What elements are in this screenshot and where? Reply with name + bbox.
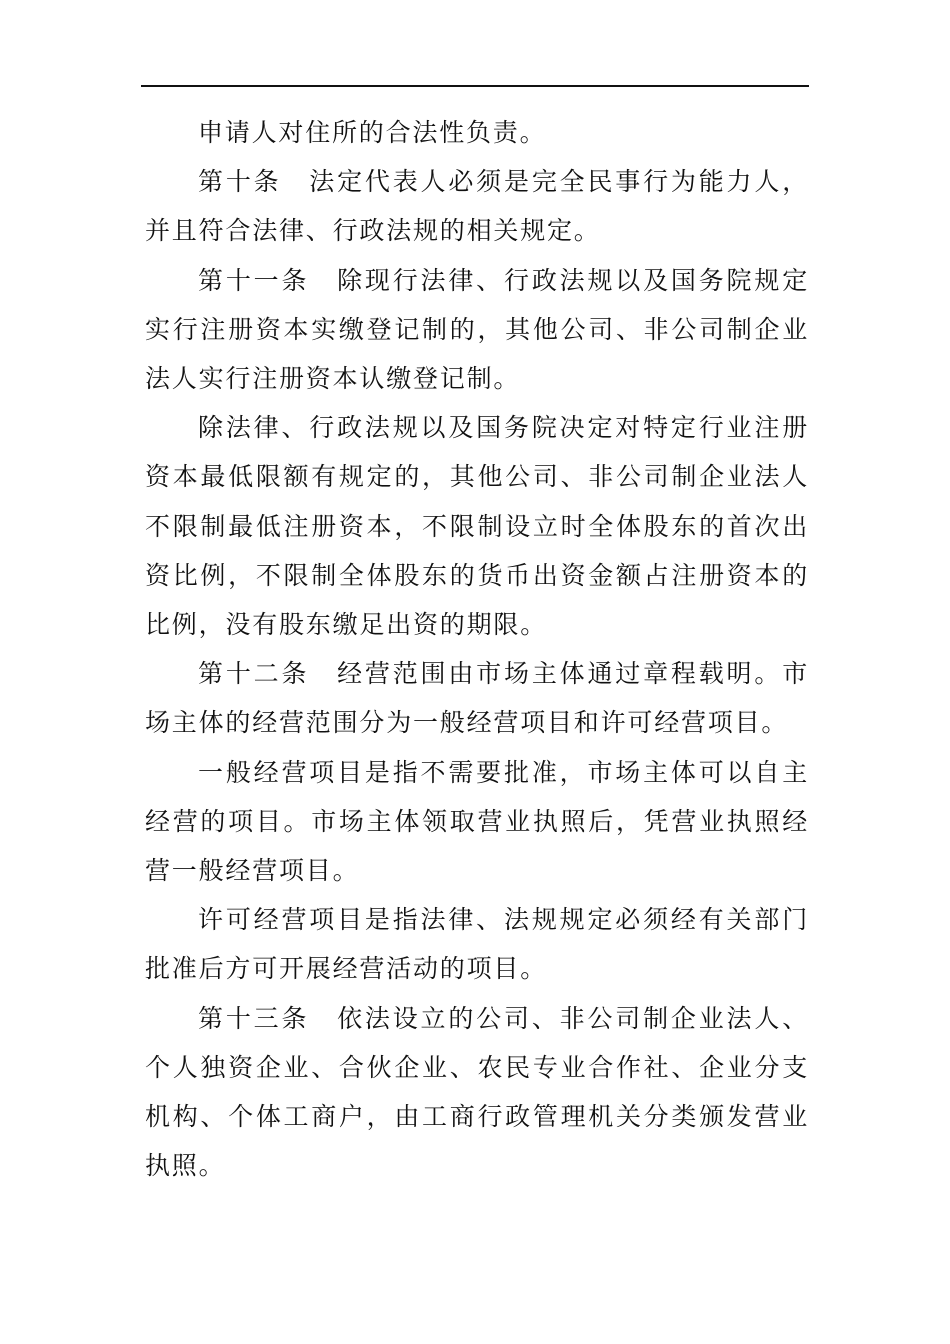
paragraph-article-11: 第十一条 除现行法律、行政法规以及国务院规定实行注册资本实缴登记制的，其他公司、非公司制企业法人实行注册资本认缴登记制。	[145, 265, 809, 394]
paragraph-article-10: 第十条 法定代表人必须是完全民事行为能力人，并且符合法律、行政法规的相关规定。	[145, 167, 809, 246]
paragraph-licensed-business: 许可经营项目是指法律、法规规定必须经有关部门批准后方可开展经营活动的项目。	[145, 905, 809, 984]
paragraph-minimum-capital: 除法律、行政法规以及国务院决定对特定行业注册资本最低限额有规定的，其他公司、非公司制企业法人不限制最低注册资本，不限制设立时全体股东的首次出资比例，不限制全体股东的货币出资金额占注册资本的比例，没有股东缴足出资的期限。	[145, 413, 809, 640]
paragraph-article-13: 第十三条 依法设立的公司、非公司制企业法人、个人独资企业、合伙企业、农民专业合作社、企业分支机构、个体工商户，由工商行政管理机关分类颁发营业执照。	[145, 1003, 809, 1181]
paragraph-residence-legality: 申请人对住所的合法性负责。	[198, 118, 547, 147]
document-body	[145, 108, 809, 1190]
paragraph-general-business: 一般经营项目是指不需要批准，市场主体可以自主经营的项目。市场主体领取营业执照后，凭营业执照经营一般经营项目。	[145, 757, 809, 886]
paragraph-article-12: 第十二条 经营范围由市场主体通过章程载明。市场主体的经营范围分为一般经营项目和许可经营项目。	[145, 659, 809, 738]
header-rule	[141, 85, 809, 87]
